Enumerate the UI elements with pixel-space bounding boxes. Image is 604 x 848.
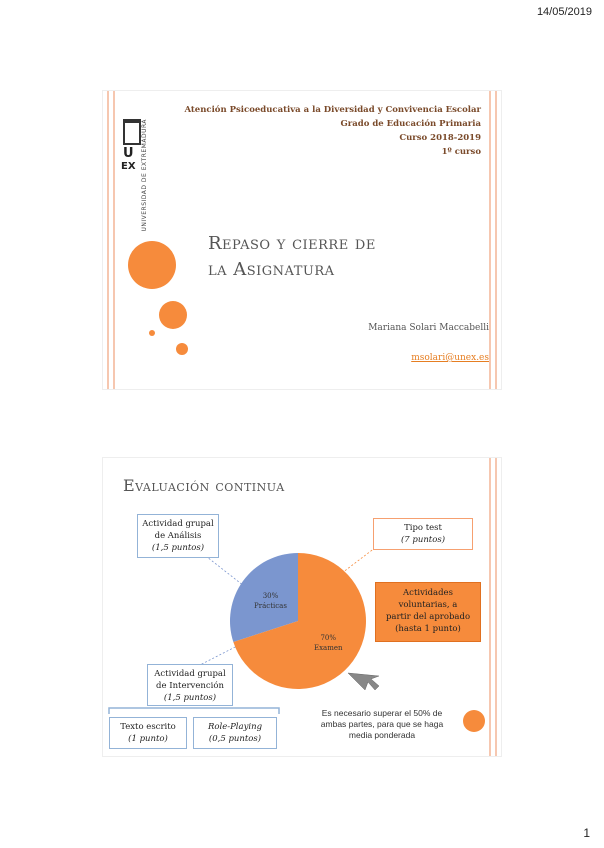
logo-letters-ex: EX <box>121 161 136 172</box>
box-label: Actividad grupal <box>142 519 214 529</box>
slice-percent-label: 30% <box>262 592 279 601</box>
evaluation-slide <box>103 458 501 756</box>
author-name: Mariana Solari Maccabelli <box>368 323 489 333</box>
logo-vertical-text: UNIVERSIDAD DE EXTREMADURA <box>141 119 148 232</box>
box-points <box>112 733 184 745</box>
box-label: Texto escrito <box>120 722 176 732</box>
box-actividad-intervencion <box>147 664 233 706</box>
course-level: 1º curso <box>441 147 481 157</box>
slide-title-line: la Asignatura <box>208 259 335 280</box>
slide-title <box>208 231 376 283</box>
box-actividad-analisis <box>137 514 219 558</box>
box-label: partir del aprobado <box>385 612 471 622</box>
decorative-circle <box>176 343 188 355</box>
slide-title: Evaluación continua <box>123 476 285 495</box>
page-date: 14/05/2019 <box>536 6 592 18</box>
box-label: Tipo test <box>404 523 442 533</box>
box-actividades-voluntarias <box>375 582 481 642</box>
decorative-stripe <box>489 91 491 389</box>
box-label: Actividades <box>403 588 453 598</box>
box-label: voluntarias, a <box>398 600 458 610</box>
decorative-stripe <box>495 91 497 389</box>
box-texto-escrito <box>109 717 187 749</box>
decorative-circle <box>159 301 187 329</box>
page-number: 1 <box>583 826 590 840</box>
slide-title-line: Repaso y cierre de <box>208 233 376 254</box>
box-label: Actividad grupal <box>154 669 226 679</box>
logo-letter-u: U <box>123 146 134 161</box>
box-points-text: (1,5 puntos) <box>151 543 205 553</box>
box-points <box>150 692 230 704</box>
slice-name-label: Examen <box>313 643 343 652</box>
requirement-note: Es necesario superar el 50% de ambas partes, para que se haga media ponderada <box>320 708 444 740</box>
decorative-circle <box>149 330 155 336</box>
box-points-text: (0,5 puntos) <box>208 734 262 744</box>
course-year: Curso 2018-2019 <box>399 133 481 143</box>
course-degree: Grado de Educación Primaria <box>340 119 481 129</box>
box-label <box>196 721 274 733</box>
slice-percent-label: 70% <box>320 633 337 642</box>
course-subject: Atención Psicoeducativa a la Diversidad y Convivencia Escolar <box>184 105 481 115</box>
box-points-text: (1,5 puntos) <box>163 693 217 703</box>
author-email-link[interactable]: msolari@unex.es <box>411 353 489 363</box>
box-points <box>376 534 470 546</box>
decorative-stripe <box>107 91 109 389</box>
box-label: de Intervención <box>156 681 224 691</box>
slice-name-label: Prácticas <box>254 602 287 611</box>
course-info <box>184 103 481 159</box>
box-role-playing <box>193 717 277 749</box>
title-slide <box>103 91 501 389</box>
box-points <box>196 733 274 745</box>
box-label: de Análisis <box>154 531 202 541</box>
box-label: (hasta 1 punto) <box>395 624 461 634</box>
box-points-text: (7 puntos) <box>400 535 446 545</box>
box-tipo-test <box>373 518 473 550</box>
box-points <box>140 542 216 554</box>
column-icon <box>123 119 141 145</box>
arrow-icon <box>348 673 379 690</box>
box-points-text: (1 punto) <box>128 734 168 744</box>
decorative-circle <box>463 710 485 732</box>
bracket-line <box>109 708 279 714</box>
box-label-text: Role-Playing <box>207 722 263 732</box>
decorative-circle <box>128 241 176 289</box>
decorative-stripe <box>113 91 115 389</box>
